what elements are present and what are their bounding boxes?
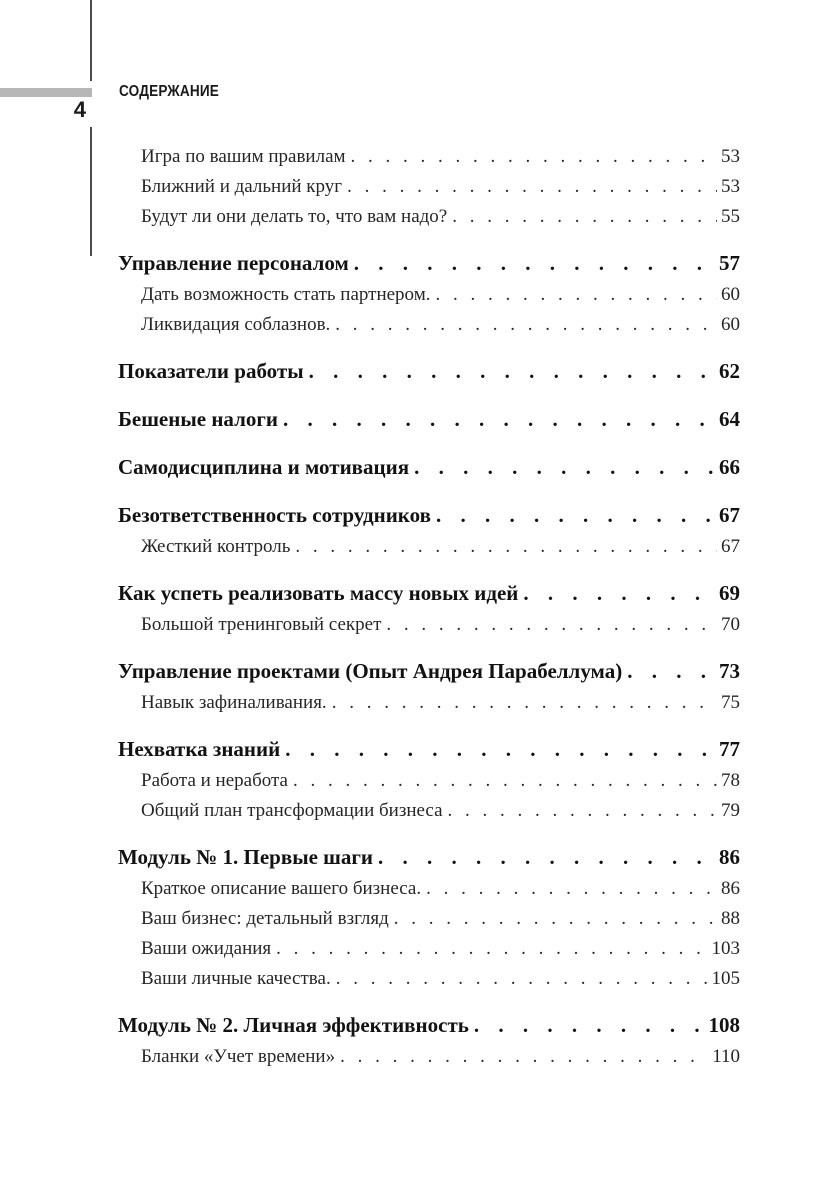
toc-entry-label: Игра по вашим правилам <box>141 146 346 167</box>
toc-dot-leader <box>378 840 715 874</box>
toc-entry <box>118 796 740 826</box>
toc-entry <box>118 688 740 718</box>
toc-dot-leader <box>354 246 715 280</box>
toc-dot-leader <box>627 654 715 688</box>
toc-entry-page: 62 <box>719 359 740 383</box>
toc-dot-leader <box>283 402 715 436</box>
toc-entry-page: 86 <box>719 845 740 869</box>
toc-dot-leader <box>351 142 717 172</box>
toc-entry <box>118 654 740 688</box>
toc-entry <box>118 532 740 562</box>
toc-entry-label: Будут ли они делать то, что вам надо? <box>141 206 448 227</box>
toc-entry <box>118 874 740 904</box>
toc-entry <box>118 610 740 640</box>
toc <box>118 142 740 1072</box>
toc-entry-page: 110 <box>712 1046 740 1067</box>
toc-entry <box>118 172 740 202</box>
toc-entry <box>118 934 740 964</box>
toc-dot-leader <box>394 904 717 934</box>
toc-entry <box>118 246 740 280</box>
toc-dot-leader <box>285 732 715 766</box>
toc-entry-label: Модуль № 1. Первые шаги <box>118 845 374 869</box>
toc-dot-leader <box>474 1008 705 1042</box>
toc-entry-page: 103 <box>711 938 740 959</box>
toc-dot-leader <box>448 796 717 826</box>
toc-entry-label: Ближний и дальний круг <box>141 176 343 197</box>
toc-entry-page: 86 <box>721 878 740 899</box>
toc-entry-label: Жесткий контроль <box>141 536 291 557</box>
toc-entry-label: Нехватка знаний <box>118 737 281 761</box>
toc-entry-page: 78 <box>721 770 740 791</box>
toc-entry <box>118 1008 740 1042</box>
toc-dot-leader <box>293 766 717 796</box>
toc-entry-label: Показатели работы <box>118 359 304 383</box>
toc-dot-leader <box>309 354 715 388</box>
toc-entry <box>118 576 740 610</box>
toc-entry <box>118 280 740 310</box>
toc-entry <box>118 766 740 796</box>
toc-entry-label: Большой тренинговый секрет <box>141 614 382 635</box>
toc-entry-label: Бланки «Учет времени» <box>141 1046 336 1067</box>
toc-entry-page: 60 <box>721 284 740 305</box>
toc-entry <box>118 202 740 232</box>
toc-entry-page: 55 <box>721 206 740 227</box>
toc-entry <box>118 310 740 340</box>
toc-entry <box>118 732 740 766</box>
toc-entry-label: Управление персоналом <box>118 251 349 275</box>
toc-dot-leader <box>340 1042 708 1072</box>
toc-entry <box>118 354 740 388</box>
toc-entry-label: Общий план трансформации бизнеса <box>141 800 443 821</box>
margin-rule-bar <box>0 88 92 97</box>
toc-dot-leader <box>335 310 717 340</box>
page-number: 4 <box>73 97 86 122</box>
toc-entry-page: 75 <box>721 692 740 713</box>
toc-entry <box>118 450 740 484</box>
toc-entry-label: Ваши ожидания <box>141 938 272 959</box>
toc-entry-label: Бешеные налоги <box>118 407 279 431</box>
running-head: СОДЕРЖАНИЕ <box>119 83 220 100</box>
toc-entry-page: 67 <box>721 536 740 557</box>
toc-dot-leader <box>414 450 715 484</box>
toc-entry-page: 77 <box>719 737 740 761</box>
toc-entry-page: 105 <box>711 968 740 989</box>
toc-entry-page: 60 <box>721 314 740 335</box>
toc-entry-page: 79 <box>721 800 740 821</box>
toc-entry-label: Как успеть реализовать массу новых идей <box>118 581 519 605</box>
toc-entry-label: Безответственность сотрудников <box>118 503 431 527</box>
toc-entry-label: Работа и неработа <box>141 770 288 791</box>
toc-dot-leader <box>347 172 717 202</box>
toc-entry <box>118 904 740 934</box>
toc-entry <box>118 402 740 436</box>
margin-vertical-rule-bottom <box>90 127 92 256</box>
toc-entry-page: 73 <box>719 659 740 683</box>
toc-entry <box>118 498 740 532</box>
toc-dot-leader <box>436 498 715 532</box>
toc-entry-page: 69 <box>719 581 740 605</box>
toc-entry <box>118 1042 740 1072</box>
toc-entry-page: 70 <box>721 614 740 635</box>
toc-entry-page: 53 <box>721 146 740 167</box>
toc-dot-leader <box>276 934 707 964</box>
toc-dot-leader <box>386 610 717 640</box>
toc-dot-leader <box>426 874 717 904</box>
toc-entry-label: Ваши личные качества. <box>141 968 331 989</box>
toc-dot-leader <box>332 688 717 718</box>
toc-entry-page: 88 <box>721 908 740 929</box>
toc-entry <box>118 964 740 994</box>
toc-dot-leader <box>452 202 717 232</box>
toc-entry-page: 57 <box>719 251 740 275</box>
margin-vertical-rule-top <box>90 0 92 81</box>
toc-entry-label: Управление проектами (Опыт Андрея Парабеллума) <box>118 659 623 683</box>
toc-entry-page: 67 <box>719 503 740 527</box>
toc-entry-page: 53 <box>721 176 740 197</box>
toc-dot-leader <box>523 576 715 610</box>
toc-entry-label: Краткое описание вашего бизнеса. <box>141 878 422 899</box>
toc-entry-page: 64 <box>719 407 740 431</box>
toc-entry-label: Дать возможность стать партнером. <box>141 284 431 305</box>
toc-entry <box>118 840 740 874</box>
toc-entry-label: Модуль № 2. Личная эффективность <box>118 1013 469 1037</box>
toc-entry-page: 66 <box>719 455 740 479</box>
toc-entry-label: Самодисциплина и мотивация <box>118 455 410 479</box>
toc-dot-leader <box>435 280 717 310</box>
toc-dot-leader <box>336 964 708 994</box>
toc-entry-label: Навык зафиналивания. <box>141 692 327 713</box>
toc-dot-leader <box>295 532 717 562</box>
toc-entry-label: Ликвидация соблазнов. <box>141 314 331 335</box>
toc-entry <box>118 142 740 172</box>
toc-entry-label: Ваш бизнес: детальный взгляд <box>141 908 389 929</box>
toc-entry-page: 108 <box>708 1013 740 1037</box>
